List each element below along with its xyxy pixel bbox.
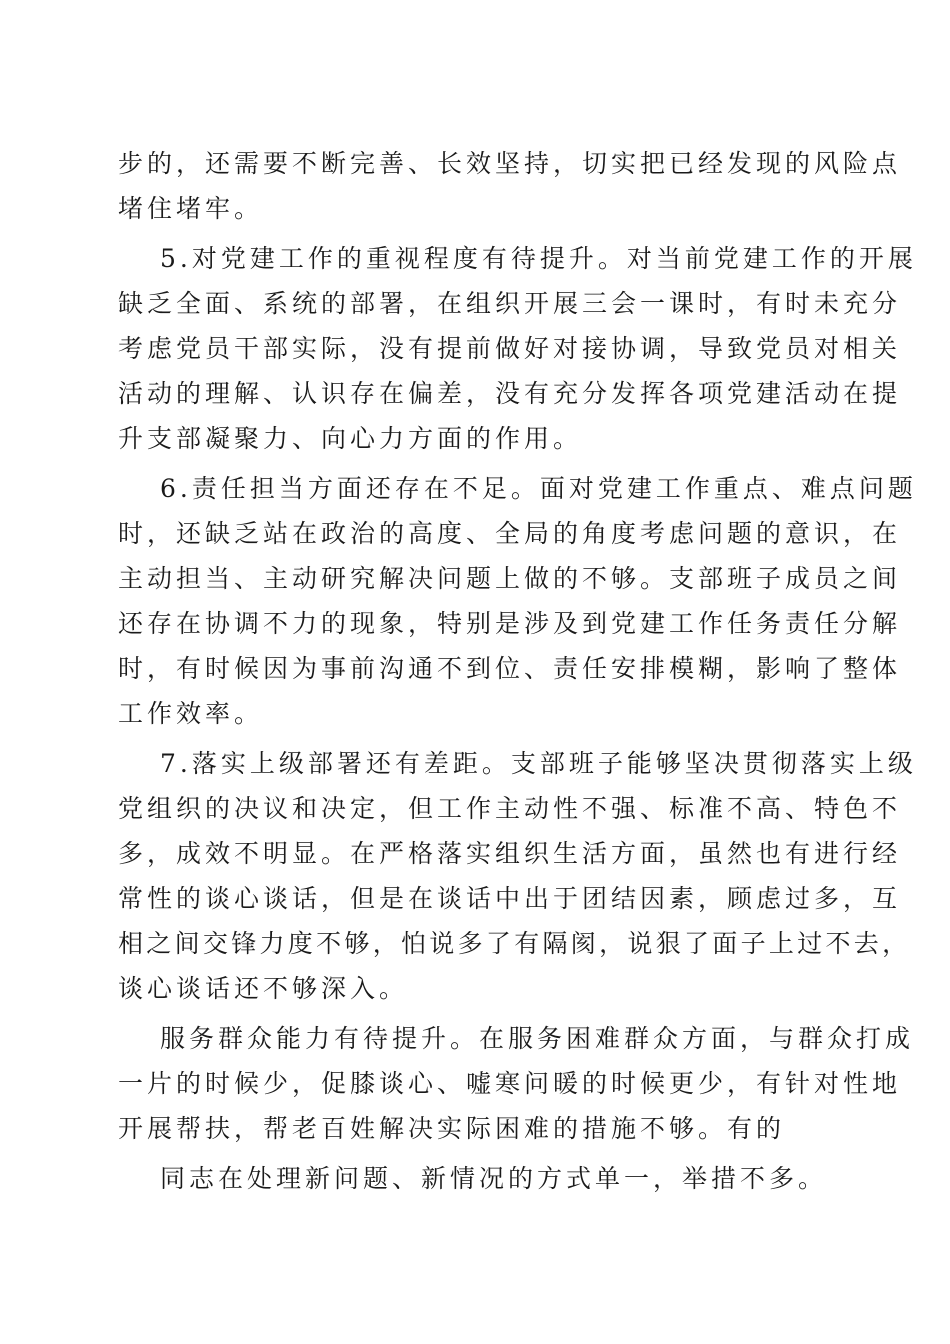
paragraph-item-6	[118, 466, 917, 736]
paragraph-final	[118, 1156, 838, 1201]
text-line: 5.对党建工作的重视程度有待提升。对当前党建工作的开展	[160, 244, 917, 273]
text-line: 常性的谈心谈话，但是在谈话中出于团结因素，顾虑过多，互	[118, 884, 902, 913]
text-line: 步的，还需要不断完善、长效坚持，切实把已经发现的风险点	[118, 149, 902, 178]
text-line: 主动担当、主动研究解决问题上做的不够。支部班子成员之间	[118, 564, 902, 593]
text-line: 时，还缺乏站在政治的高度、全局的角度考虑问题的意识，在	[118, 519, 902, 548]
text-line: 还存在协调不力的现象，特别是涉及到党建工作任务责任分解	[118, 609, 902, 638]
paragraph-item-7	[118, 741, 917, 1011]
text-line: 升支部凝聚力、向心力方面的作用。	[118, 424, 583, 453]
text-line: 时，有时候因为事前沟通不到位、责任安排模糊，影响了整体	[118, 654, 902, 683]
text-line: 考虑党员干部实际，没有提前做好对接协调，导致党员对相关	[118, 334, 902, 363]
text-line: 党组织的决议和决定，但工作主动性不强、标准不高、特色不	[118, 794, 902, 823]
text-line: 7.落实上级部署还有差距。支部班子能够坚决贯彻落实上级	[160, 749, 917, 778]
paragraph-service	[118, 1016, 915, 1151]
text-line: 缺乏全面、系统的部署，在组织开展三会一课时，有时未充分	[118, 289, 902, 318]
text-line: 多，成效不明显。在严格落实组织生活方面，虽然也有进行经	[118, 839, 902, 868]
text-line: 一片的时候少，促膝谈心、嘘寒问暖的时候更少，有针对性地	[118, 1069, 902, 1098]
text-line: 服务群众能力有待提升。在服务困难群众方面，与群众打成	[160, 1024, 915, 1053]
paragraph-item-5	[118, 236, 917, 461]
text-line: 堵住堵牢。	[118, 194, 264, 223]
text-line: 工作效率。	[118, 699, 264, 728]
text-line: 谈心谈话还不够深入。	[118, 974, 409, 1003]
document-page	[118, 141, 917, 1201]
text-line: 同志在处理新问题、新情况的方式单一，举措不多。	[160, 1164, 828, 1193]
paragraph-continuation	[118, 141, 902, 231]
text-line: 活动的理解、认识存在偏差，没有充分发挥各项党建活动在提	[118, 379, 902, 408]
text-line: 6.责任担当方面还存在不足。面对党建工作重点、难点问题	[160, 474, 917, 503]
text-line: 开展帮扶，帮老百姓解决实际困难的措施不够。有的	[118, 1114, 786, 1143]
text-line: 相之间交锋力度不够，怕说多了有隔阂，说狠了面子上过不去，	[118, 929, 911, 958]
